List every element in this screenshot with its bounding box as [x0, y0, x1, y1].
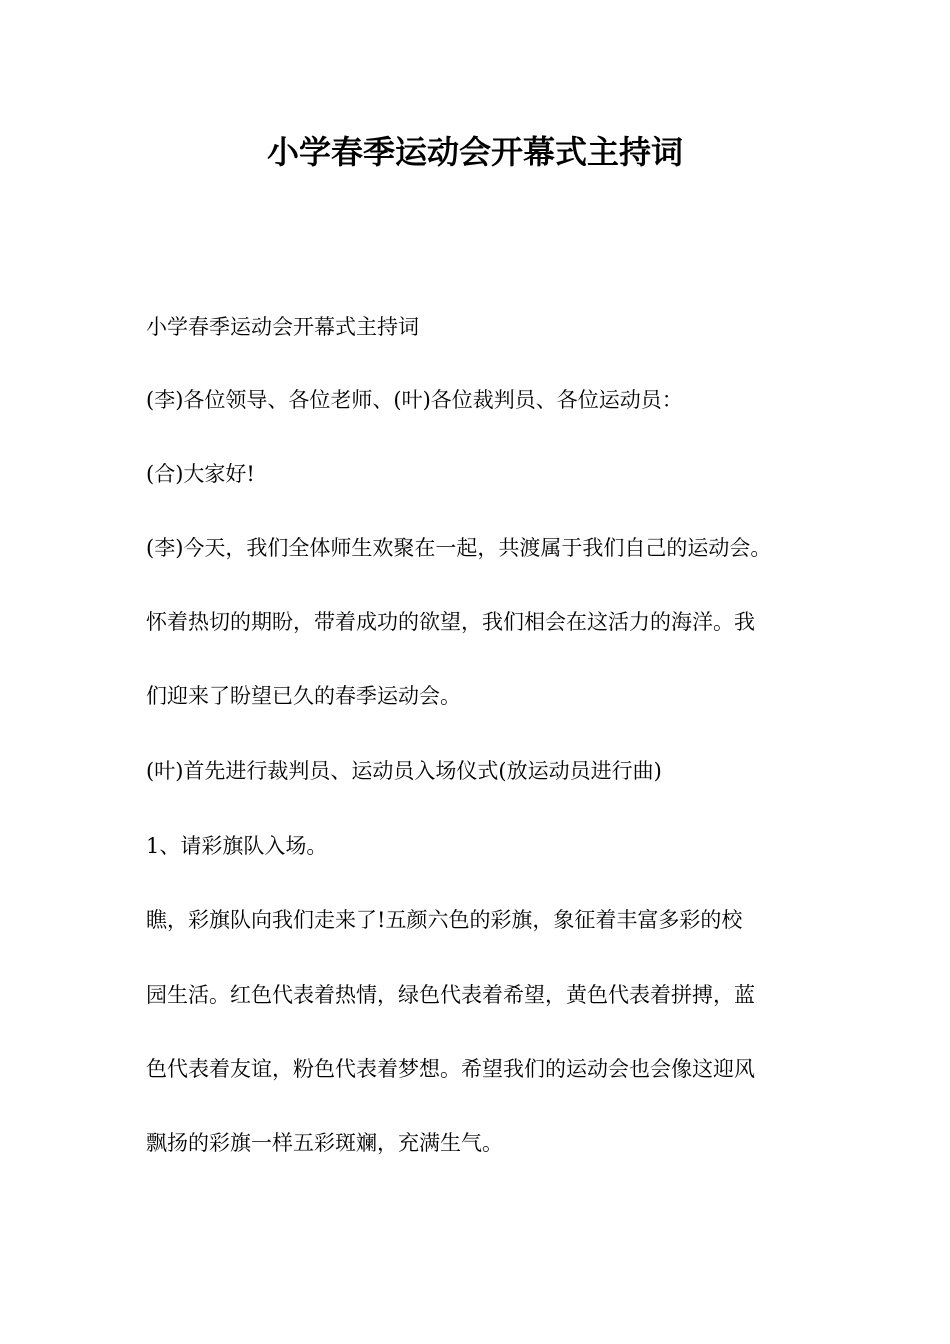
paragraph-line: 们迎来了盼望已久的春季运动会。: [146, 684, 461, 708]
paragraph-line: 1、请彩旗队入场。: [146, 834, 328, 858]
paragraph-line: (李)今天，我们全体师生欢聚在一起，共渡属于我们自己的运动会。: [146, 536, 772, 560]
paragraph-line: (合)大家好!: [146, 462, 255, 486]
paragraph-line: 色代表着友谊，粉色代表着梦想。希望我们的运动会也会像这迎风: [146, 1057, 755, 1081]
paragraph-line: (李)各位领导、各位老师、(叶)各位裁判员、各位运动员：: [146, 388, 683, 412]
paragraph-line: 小学春季运动会开幕式主持词: [146, 315, 419, 339]
document-title: 小学春季运动会开幕式主持词: [266, 133, 683, 171]
paragraph-line: (叶)首先进行裁判员、运动员入场仪式(放运动员进行曲): [146, 759, 662, 783]
paragraph-line: 飘扬的彩旗一样五彩斑斓，充满生气。: [146, 1131, 503, 1155]
paragraph-line: 怀着热切的期盼，带着成功的欲望，我们相会在这活力的海洋。我: [146, 610, 755, 634]
paragraph-line: 园生活。红色代表着热情，绿色代表着希望，黄色代表着拼搏，蓝: [146, 983, 755, 1007]
paragraph-line: 瞧，彩旗队向我们走来了!五颜六色的彩旗，象征着丰富多彩的校: [146, 908, 743, 932]
